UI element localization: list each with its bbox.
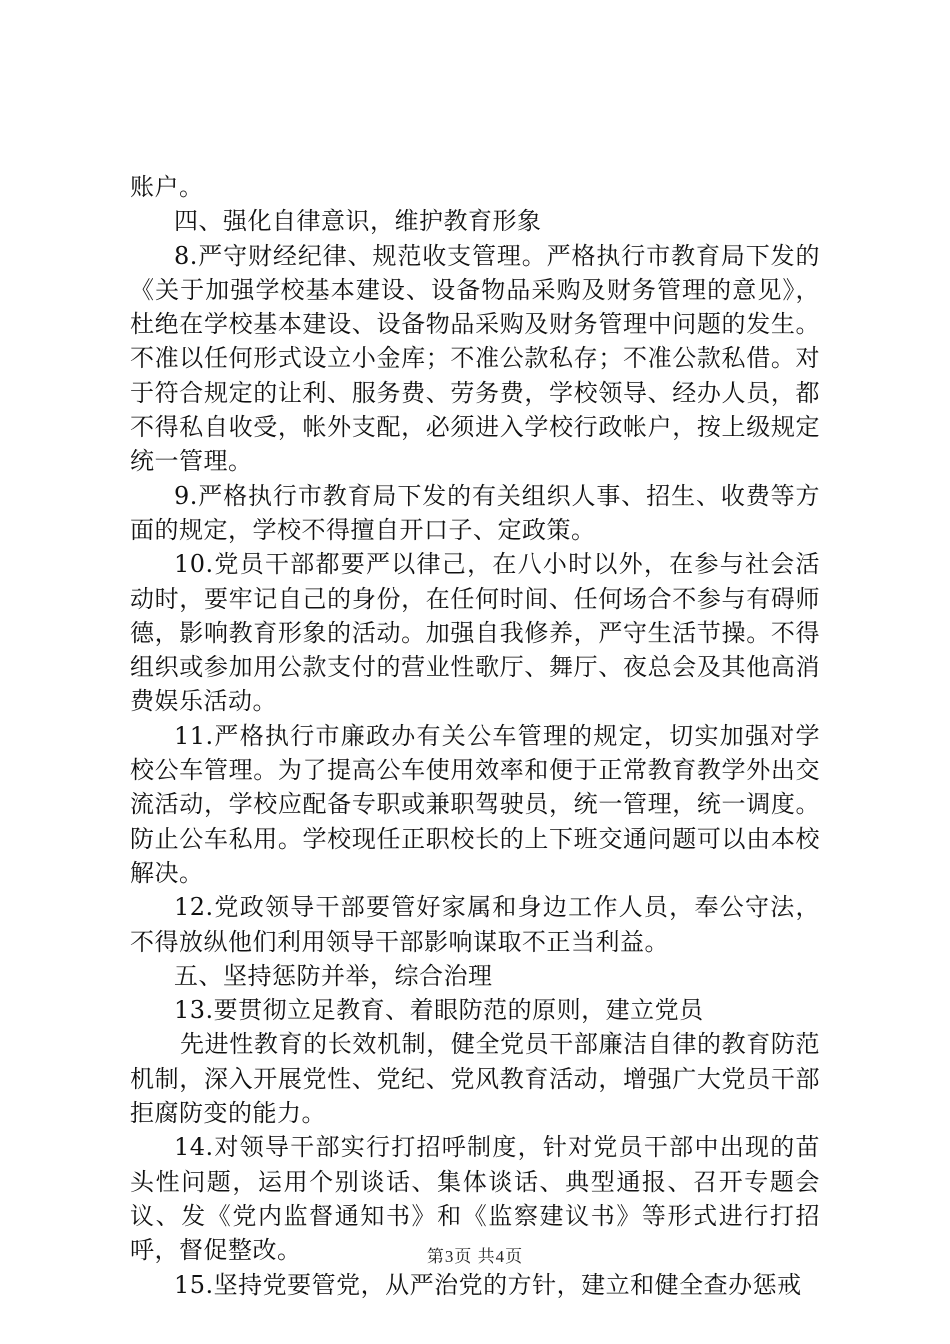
paragraph-item-15: 15.坚持党要管党，从严治党的方针，建立和健全查办惩戒 [174, 1270, 802, 1299]
section-heading-4: 四、强化自律意识，维护教育形象 [174, 207, 542, 236]
paragraph-item-13-continued: 先进性教育的长效机制，健全党员干部廉洁自律的教育防范机制，深入开展党性、党纪、党风教育活动，增强广大党员干部拒腐防变的能力。 [130, 1030, 820, 1128]
paragraph-item-8: 8.严守财经纪律、规范收支管理。严格执行市教育局下发的《关于加强学校基本建设、设备物品采购及财务管理的意见》，杜绝在学校基本建设、设备物品采购及财务管理中问题的发生。不准以任何形式设立小金库；不准公款私存；不准公款私借。对于符合规定的让利、服务费、劳务费，学校领导、经办人员，都不得私自收受，帐外支配，必须进入学校行政帐户，按上级规定统一管理。 [130, 241, 820, 476]
page-number-footer: 第3页 共4页 [426, 1247, 524, 1266]
paragraph-item-11: 11.严格执行市廉政办有关公车管理的规定，切实加强对学校公车管理。为了提高公车使用效率和便于正常教育教学外出交流活动，学校应配备专职或兼职驾驶员，统一管理，统一调度。防止公车私用。学校现任正职校长的上下班交通问题可以由本校解决。 [130, 721, 820, 887]
document-body [130, 170, 820, 1302]
paragraph-item-14: 14.对领导干部实行打招呼制度，针对党员干部中出现的苗头性问题，运用个别谈话、集体谈话、典型通报、召开专题会议、发《党内监督通知书》和《监察建议书》等形式进行打招呼，督促整改。 [130, 1133, 820, 1265]
paragraph-item-9: 9.严格执行市教育局下发的有关组织人事、招生、收费等方面的规定，学校不得擅自开口子、定政策。 [130, 481, 820, 544]
paragraph-item-10: 10.党员干部都要严以律己，在八小时以外，在参与社会活动时，要牢记自己的身份，在任何时间、任何场合不参与有碍师德，影响教育形象的活动。加强自我修养，严守生活节操。不得组织或参加用公款支付的营业性歌厅、舞厅、夜总会及其他高消费娱乐活动。 [130, 550, 820, 716]
paragraph-item-13: 13.要贯彻立足教育、着眼防范的原则，建立党员 [174, 996, 704, 1025]
paragraph-0: 账户。 [130, 173, 204, 201]
section-heading-5: 五、坚持惩防并举，综合治理 [174, 961, 493, 990]
paragraph-item-12: 12.党政领导干部要管好家属和身边工作人员，奉公守法，不得放纵他们利用领导干部影响谋取不正当利益。 [130, 893, 820, 956]
